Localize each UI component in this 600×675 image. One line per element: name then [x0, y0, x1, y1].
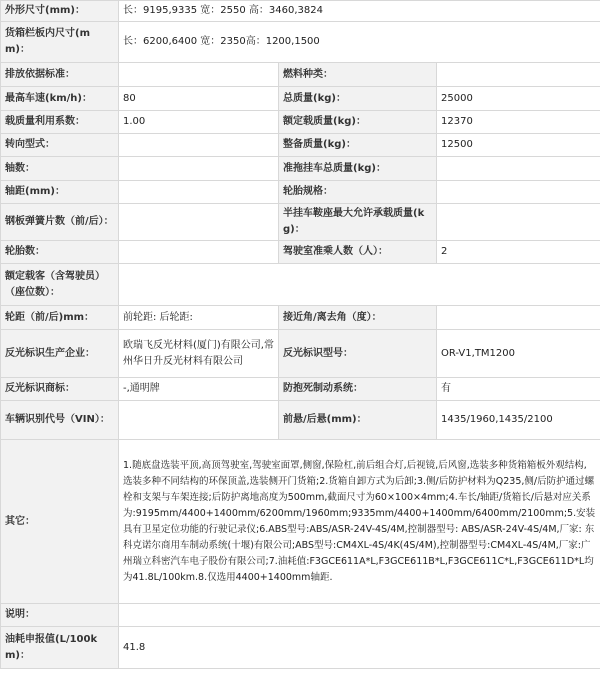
label-notes: 说明： — [1, 604, 119, 627]
label-track-width: 轮距（前/后)mm： — [1, 306, 119, 330]
label-spring-leaves: 钢板弹簧片数（前/后）： — [1, 204, 119, 241]
value-steering-type — [119, 134, 279, 157]
row-tire-count-cab — [1, 241, 600, 264]
value-axle-count — [119, 157, 279, 181]
label-rated-load: 额定载质量(kg)： — [279, 111, 437, 134]
label-vin: 车辆识别代号（VIN）： — [1, 401, 119, 440]
value-notes — [119, 604, 600, 627]
label-max-speed: 最高车速(km/h)： — [1, 87, 119, 111]
value-curb-mass: 12500 — [437, 134, 600, 157]
label-total-mass: 总质量(kg)： — [279, 87, 437, 111]
value-spring-leaves — [119, 204, 279, 241]
label-saddle-max-load: 半挂车鞍座最大允许承载质量(kg)： — [279, 204, 437, 241]
row-load-coefficient — [1, 111, 600, 134]
row-track-angles — [1, 306, 600, 330]
value-tire-spec — [437, 181, 600, 204]
label-reflector-maker: 反光标识生产企业： — [1, 330, 119, 378]
value-rated-load: 12370 — [437, 111, 600, 134]
row-reflector-brand-abs — [1, 378, 600, 401]
value-total-mass: 25000 — [437, 87, 600, 111]
value-load-coefficient: 1.00 — [119, 111, 279, 134]
label-passenger-seats: 额定载客（含驾驶员）（座位数）： — [1, 264, 119, 306]
row-dimensions — [1, 1, 600, 22]
value-approach-departure — [437, 306, 600, 330]
value-abs: 有 — [437, 378, 600, 401]
value-tire-count — [119, 241, 279, 264]
value-reflector-brand: -,通明牌 — [119, 378, 279, 401]
value-reflector-model: OR-V1,TM1200 — [437, 330, 600, 378]
row-cargo-box-dimensions — [1, 22, 600, 63]
value-reflector-maker: 欧瑞飞反光材料(厦门)有限公司,常州华日升反光材料有限公司 — [119, 330, 279, 378]
value-vin — [119, 401, 279, 440]
label-load-coefficient: 载质量利用系数： — [1, 111, 119, 134]
row-emission-fuel — [1, 63, 600, 87]
value-trailer-mass — [437, 157, 600, 181]
value-cargo-box-dimensions: 长：6200,6400 宽：2350高：1200,1500 — [119, 22, 600, 63]
row-notes — [1, 604, 600, 627]
row-steering-curb — [1, 134, 600, 157]
label-trailer-mass: 准拖挂车总质量(kg)： — [279, 157, 437, 181]
value-fuel-type — [437, 63, 600, 87]
label-steering-type: 转向型式： — [1, 134, 119, 157]
label-wheelbase: 轴距(mm)： — [1, 181, 119, 204]
value-overhang: 1435/1960,1435/2100 — [437, 401, 600, 440]
row-passenger-seats — [1, 264, 600, 306]
row-axles-trailer — [1, 157, 600, 181]
label-fuel-type: 燃料种类： — [279, 63, 437, 87]
value-wheelbase — [119, 181, 279, 204]
value-saddle-max-load — [437, 204, 600, 241]
label-dimensions: 外形尺寸(mm)： — [1, 1, 119, 22]
label-tire-spec: 轮胎规格： — [279, 181, 437, 204]
value-track-width: 前轮距: 后轮距: — [119, 306, 279, 330]
label-emission-standard: 排放依据标准： — [1, 63, 119, 87]
label-cab-occupants: 驾驶室准乘人数（人）： — [279, 241, 437, 264]
value-passenger-seats — [119, 264, 600, 306]
label-reflector-brand: 反光标识商标： — [1, 378, 119, 401]
label-overhang: 前悬/后悬(mm)： — [279, 401, 437, 440]
row-springs-saddle — [1, 204, 600, 241]
row-fuel-consumption — [1, 627, 600, 669]
row-vin-overhang — [1, 401, 600, 440]
value-dimensions: 长：9195,9335 宽：2550 高：3460,3824 — [119, 1, 600, 22]
row-other — [1, 440, 600, 604]
row-reflector-maker — [1, 330, 600, 378]
label-curb-mass: 整备质量(kg)： — [279, 134, 437, 157]
value-cab-occupants: 2 — [437, 241, 600, 264]
label-other: 其它： — [1, 440, 119, 604]
label-abs: 防抱死制动系统： — [279, 378, 437, 401]
value-fuel-consumption: 41.8 — [119, 627, 600, 669]
label-axle-count: 轴数： — [1, 157, 119, 181]
row-wheelbase-tires — [1, 181, 600, 204]
row-speed-mass — [1, 87, 600, 111]
value-max-speed: 80 — [119, 87, 279, 111]
label-reflector-model: 反光标识型号： — [279, 330, 437, 378]
label-cargo-box-dimensions: 货箱栏板内尺寸(mm)： — [1, 22, 119, 63]
value-emission-standard — [119, 63, 279, 87]
label-fuel-consumption: 油耗申报值(L/100km)： — [1, 627, 119, 669]
label-tire-count: 轮胎数： — [1, 241, 119, 264]
label-approach-departure: 接近角/离去角（度）： — [279, 306, 437, 330]
value-other: 1.随底盘选装平顶,高顶驾驶室,驾驶室面罩,侧窗,保险杠,前后组合灯,后视镜,后风窗,选装多种货箱箱板外观结构,选装多种不同结构的环保顶盖,选装侧开门货箱;2.货箱自卸方式为后卸;3.侧/后防护材料为Q235,侧/后防护通过螺栓和支架与车架连接;后防护离地高度为500mm,截面尺寸为60×100×4mm;4.车长/轴距/货箱长/后悬对应关系为:9195mm/4400+1400mm/6200mm/1960mm;9335mm/4400+1400mm/6400mm/2100mm;5.安装具有卫星定位功能的行驶记录仪;6.ABS型号:ABS/ASR-24V-4S/4M,控制器型号: ABS/ASR-24V-4S/4M,厂家: 东科克诺尔商用车制动系统(十堰)有限公司;ABS型号:CM4XL-4S/4K(4S/4M),控制器型号:CM4XL-4S/4M,厂家:广州瑞立科密汽车电子股份有限公司;7.油耗值:F3GCE611A*L,F3GCE611B*L,F3GCE611C*L,F3GCE611D*L均为41.8L/100km.8.仅选用4400+1400mm轴距. — [119, 440, 600, 604]
